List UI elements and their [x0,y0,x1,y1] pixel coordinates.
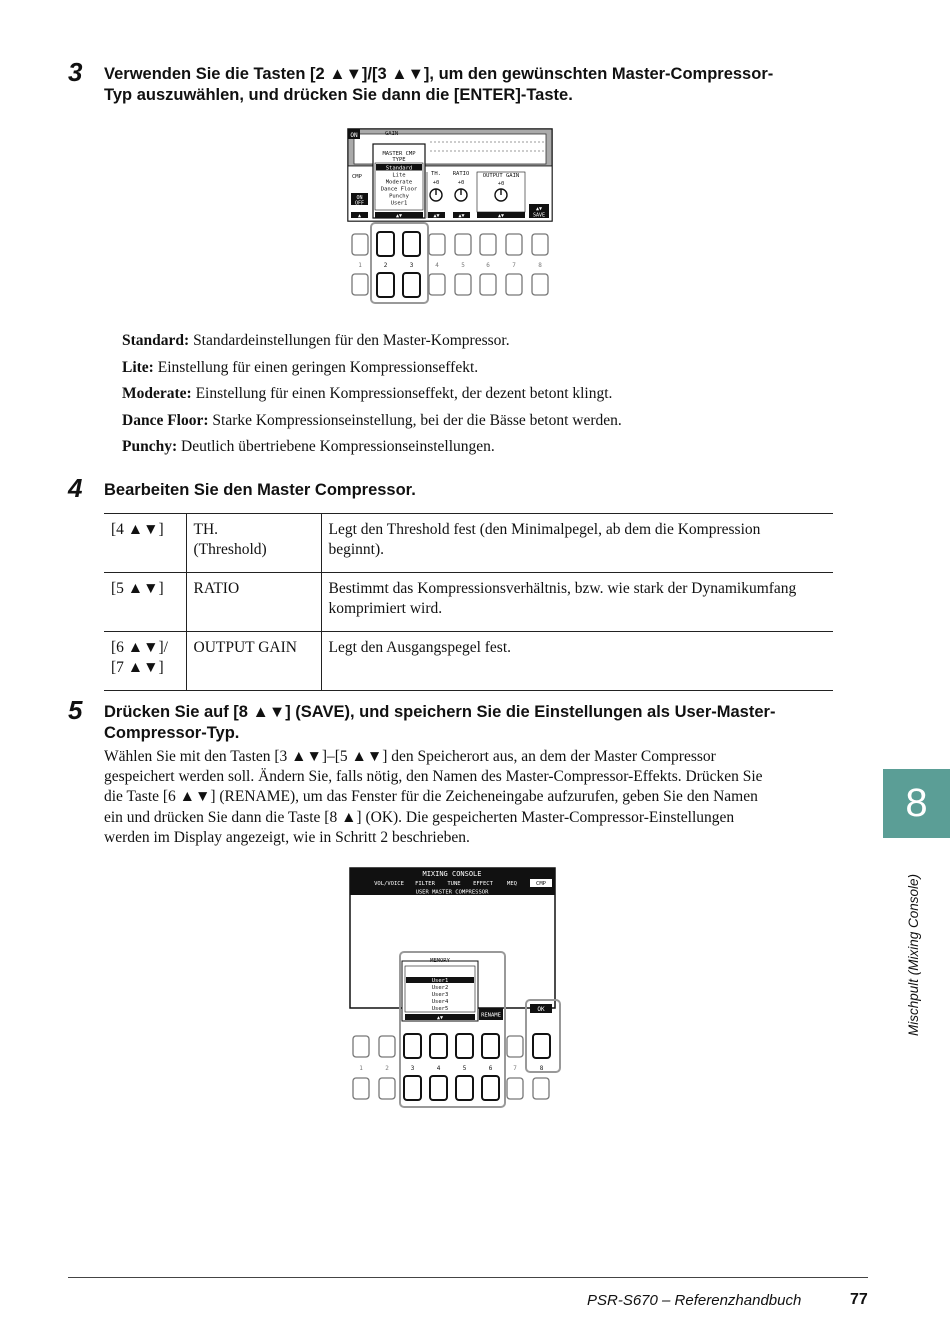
screen1-left-tab: ON [350,132,358,139]
screen1-save-l2: SAVE [532,212,546,219]
screen1-popup-item-1: Lite [392,172,406,179]
step-5-number: 5 [68,695,83,725]
param-key [104,573,186,632]
screen2-memory-item-0: User1 [431,978,449,984]
screen2-memory-item-3: User4 [431,999,449,1005]
screen2-btn-num-6: 6 [488,1065,493,1072]
param-name-line: OUTPUT GAIN [193,639,297,656]
screen1-popup-title-1: MASTER CMP [382,151,416,157]
screen1-popup-title-2: TYPE [392,157,406,163]
screen2-tab-3: EFFECT [473,881,493,887]
svg-text:▲▼: ▲▼ [395,213,403,219]
svg-text:▲▼: ▲▼ [433,213,440,219]
type-item [122,330,842,357]
type-desc: Einstellung für einen geringen Kompressionseffekt. [157,358,479,376]
table-row [104,632,833,691]
table-row [104,514,833,573]
step-3-title-line-2: Typ auszuwählen, und drücken Sie dann die [ENTER]-Taste. [104,86,573,104]
screen2-rename: RENAME [481,1012,501,1019]
screen1-th-label: TH. [431,171,441,177]
param-name-line: TH. [193,521,219,538]
screen1-onoff-l1: ON [356,195,363,201]
type-item [122,357,842,384]
screen1-btn-num-7: 7 [512,262,516,269]
footer-manual-title: PSR-S670 – Referenzhandbuch [587,1292,802,1309]
type-term: Dance Floor: [122,411,209,429]
type-item [122,436,842,463]
param-desc [321,573,833,632]
type-item [122,383,842,410]
screen1-btn-num-6: 6 [486,262,490,269]
page-number: 77 [850,1291,868,1308]
param-key [104,632,186,691]
body-line: die Taste [6 ▲▼] (RENAME), um das Fenster für die Zeicheneingabe aufzurufen, geben Sie den Namen [104,788,758,806]
screen2-tab-5: CMP [536,881,546,887]
type-term: Punchy: [122,438,178,455]
param-name-line: RATIO [193,580,240,597]
type-term: Standard: [122,332,190,349]
step-4-title: Bearbeiten Sie den Master Compressor. [104,481,416,499]
step-3-number: 3 [68,57,83,87]
screen1-save-l1: ▲▼ [535,206,543,212]
screen1-btn-num-2: 2 [383,262,388,269]
screen2-memory-item-1: User2 [431,985,449,991]
screen1-btn-num-4: 4 [435,262,439,269]
chapter-tab: 8 [883,769,950,838]
screen2-btn-num-7: 7 [513,1065,517,1072]
param-key [104,514,186,573]
param-desc-line: beginnt). [328,541,385,558]
parameter-table [104,513,833,691]
screen2-subtitle: USER MASTER COMPRESSOR [415,889,489,896]
figure-master-cmp-type-screen [340,126,560,306]
screen2-memory-label: MEMORY [430,958,450,964]
screen1-th-value: +0 [432,180,440,186]
screen1-popup-item-5: User1 [390,200,408,207]
screen2-tab-0: VOL/VOICE [374,881,404,887]
param-desc [321,514,833,573]
screen2-ok: OK [537,1006,545,1013]
screen1-popup-item-0: Standard [385,165,413,172]
param-key-line: [7 ▲▼] [111,659,164,676]
screen1-popup-item-3: Dance Floor [380,186,418,193]
type-desc: Standardeinstellungen für den Master-Kompressor. [193,332,510,349]
screen2-tab-1: FILTER [415,881,435,887]
svg-text:▲▼: ▲▼ [458,213,465,219]
step-5-body [104,747,824,848]
screen1-onoff-l2: OFF [354,200,365,207]
chapter-side-label-text: Mischpult (Mixing Console) [906,873,921,1036]
param-key-line: [5 ▲▼] [111,580,164,597]
screen2-btn-num-5: 5 [462,1065,467,1072]
screen1-gain-value: +0 [497,181,505,187]
type-term: Moderate: [122,385,192,402]
svg-text:▲▼: ▲▼ [436,1015,444,1021]
param-desc-line: Legt den Ausgangspegel fest. [328,639,512,656]
footer-rule [68,1277,868,1278]
figure-user-master-compressor-screen [345,866,570,1110]
screen1-ratio-label: RATIO [452,171,470,177]
screen1-btn-num-8: 8 [538,262,542,269]
screen2-btn-num-3: 3 [410,1065,415,1072]
compressor-type-list [122,330,842,463]
param-name [186,514,321,573]
param-name [186,632,321,691]
param-key-line: [6 ▲▼]/ [111,639,168,656]
param-desc-line: Bestimmt das Kompressionsverhältnis, bzw. wie stark der Dynamikumfang [328,580,797,597]
body-line: werden im Display angezeigt, wie in Schritt 2 beschrieben. [104,828,470,846]
body-line: gespeichert werden soll. Ändern Sie, falls nötig, den Namen des Master-Compressor-Effekts. Drücken Sie [104,768,763,786]
screen1-header: GAIN [385,131,399,137]
screen1-gain-label: OUTPUT GAIN [482,173,520,179]
type-desc: Starke Kompressionseinstellung, bei der die Bässe betont werden. [212,411,622,429]
type-item [122,410,842,437]
screen1-popup-item-4: Punchy [389,193,409,200]
screen2-tab-4: MEQ [507,881,517,887]
step-4-number: 4 [68,473,83,503]
screen2-btn-num-4: 4 [436,1065,441,1072]
body-line: ein und drücken Sie dann die Taste [8 ▲] (OK). Die gespeicherten Master-Compressor-Einstellungen [104,808,735,826]
screen1-ratio-value: +0 [457,180,465,186]
param-desc-line: Legt den Threshold fest (den Minimalpegel, ab dem die Kompression [328,521,761,538]
svg-text:▲: ▲ [357,213,362,219]
param-desc-line: komprimiert wird. [328,600,443,617]
type-desc: Einstellung für einen Kompressionseffekt, der dezent betont klingt. [195,385,613,402]
param-name [186,573,321,632]
table-row [104,573,833,632]
param-desc [321,632,833,691]
screen2-btn-num-8: 8 [539,1065,544,1072]
screen2-btn-num-1: 1 [359,1065,363,1072]
screen1-popup-item-2: Moderate [385,179,413,186]
type-desc: Deutlich übertriebene Kompressionseinstellungen. [181,438,495,455]
screen2-memory-item-4: User5 [431,1006,449,1012]
screen2-memory-item-2: User3 [431,992,449,998]
step-5-title-line-1: Drücken Sie auf [8 ▲▼] (SAVE), und speichern Sie die Einstellungen als User-Master- [104,703,776,721]
screen1-btn-num-5: 5 [461,262,465,269]
screen1-btn-num-1: 1 [358,262,362,269]
svg-text:▲▼: ▲▼ [497,213,505,219]
screen2-tab-2: TUNE [447,881,461,887]
type-term: Lite: [122,358,154,376]
param-name-line: (Threshold) [193,541,267,558]
screen1-btn-num-3: 3 [409,262,414,269]
step-3-title-line-1: Verwenden Sie die Tasten [2 ▲▼]/[3 ▲▼], um den gewünschten Master-Compressor- [104,65,774,83]
screen2-btn-num-2: 2 [385,1065,389,1072]
body-line: Wählen Sie mit den Tasten [3 ▲▼]–[5 ▲▼] den Speicherort aus, an dem der Master Compressor [104,748,716,765]
step-5-title-line-2: Compressor-Typ. [104,724,240,742]
param-key-line: [4 ▲▼] [111,521,164,538]
screen1-cmp-label: CMP [352,174,362,180]
screen2-title: MIXING CONSOLE [422,870,482,878]
